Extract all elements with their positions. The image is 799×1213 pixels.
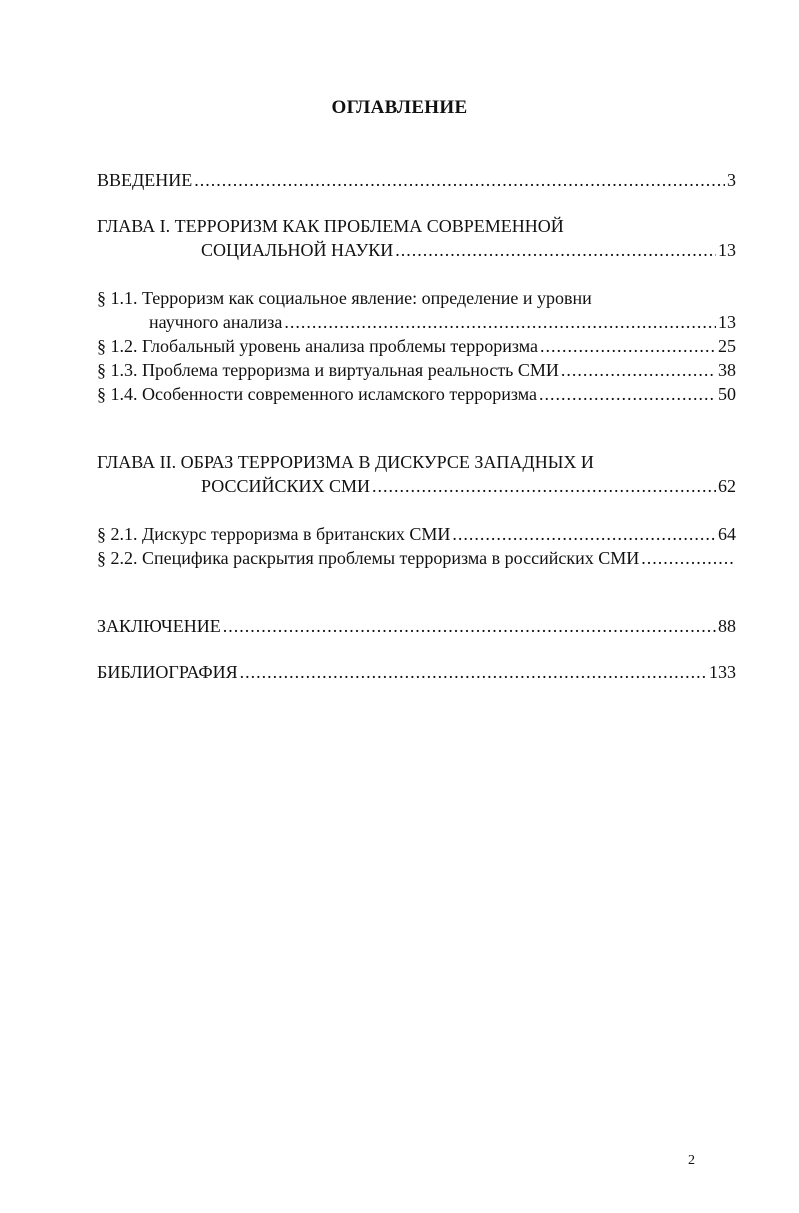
toc-entry-text: § 1.3. Проблема терроризма и виртуальная реальность СМИ (97, 360, 559, 380)
toc-entry-section-2-2[interactable] (97, 546, 736, 570)
toc-leader-dots (223, 614, 716, 638)
toc-entry-chapter-1[interactable] (97, 214, 736, 262)
toc-entry-text: ЗАКЛЮЧЕНИЕ (97, 616, 221, 636)
toc-leader-dots (540, 334, 716, 358)
toc-entry-text-continued: РОССИЙСКИХ СМИ (201, 476, 370, 496)
toc-page-number: 50 (718, 384, 736, 404)
toc-entry-text: ВВЕДЕНИЕ (97, 170, 193, 190)
toc-entry-text: § 2.2. Специфика раскрытия проблемы терроризма в российских СМИ (97, 548, 640, 568)
toc-page-number: 38 (718, 360, 736, 380)
toc-page-number: 25 (718, 336, 736, 356)
toc-leader-dots (194, 168, 725, 192)
toc-leader-dots (641, 546, 734, 570)
toc-entry-text-continued: научного анализа (149, 312, 283, 332)
toc-leader-dots (452, 522, 716, 546)
toc-page-number: 13 (718, 312, 736, 332)
toc-entry-text: § 2.1. Дискурс терроризма в британских СМИ (97, 524, 451, 544)
toc-entry-bibliography[interactable] (97, 660, 736, 684)
toc-entry-text-continued: СОЦИАЛЬНОЙ НАУКИ (201, 240, 394, 260)
toc-entry-intro[interactable] (97, 168, 736, 192)
toc-entry-chapter-2[interactable] (97, 450, 736, 498)
toc-entry-text: ГЛАВА I. ТЕРРОРИЗМ КАК ПРОБЛЕМА СОВРЕМЕННОЙ (97, 216, 564, 236)
toc-entry-text: § 1.1. Терроризм как социальное явление: определение и уровни (97, 288, 592, 308)
toc-entry-text: БИБЛИОГРАФИЯ (97, 662, 238, 682)
page-title: ОГЛАВЛЕНИЕ (331, 97, 468, 118)
toc-entry-text: ГЛАВА II. ОБРАЗ ТЕРРОРИЗМА В ДИСКУРСЕ ЗАПАДНЫХ И (97, 452, 594, 472)
toc-entry-section-1-3[interactable] (97, 358, 736, 382)
toc-entry-section-1-1[interactable] (97, 286, 736, 334)
toc-entry-text: § 1.4. Особенности современного исламского терроризма (97, 384, 537, 404)
toc-page-number: 133 (709, 662, 736, 682)
toc-page-number: 62 (718, 476, 736, 496)
toc-page-number: 3 (727, 170, 736, 190)
toc-entry-text: § 1.2. Глобальный уровень анализа проблемы терроризма (97, 336, 538, 356)
toc-entry-section-1-4[interactable] (97, 382, 736, 406)
toc-entry-section-2-1[interactable] (97, 522, 736, 546)
toc-page-number: 64 (718, 524, 736, 544)
page-number: 2 (688, 1153, 695, 1168)
toc-leader-dots (395, 238, 716, 262)
toc-entry-section-1-2[interactable] (97, 334, 736, 358)
toc-leader-dots (284, 310, 716, 334)
toc-page-number: 88 (718, 616, 736, 636)
toc-page-number: 13 (718, 240, 736, 260)
toc-leader-dots (539, 382, 716, 406)
toc-leader-dots (561, 358, 716, 382)
toc-leader-dots (240, 660, 707, 684)
toc-entry-conclusion[interactable] (97, 614, 736, 638)
toc-leader-dots (372, 474, 716, 498)
